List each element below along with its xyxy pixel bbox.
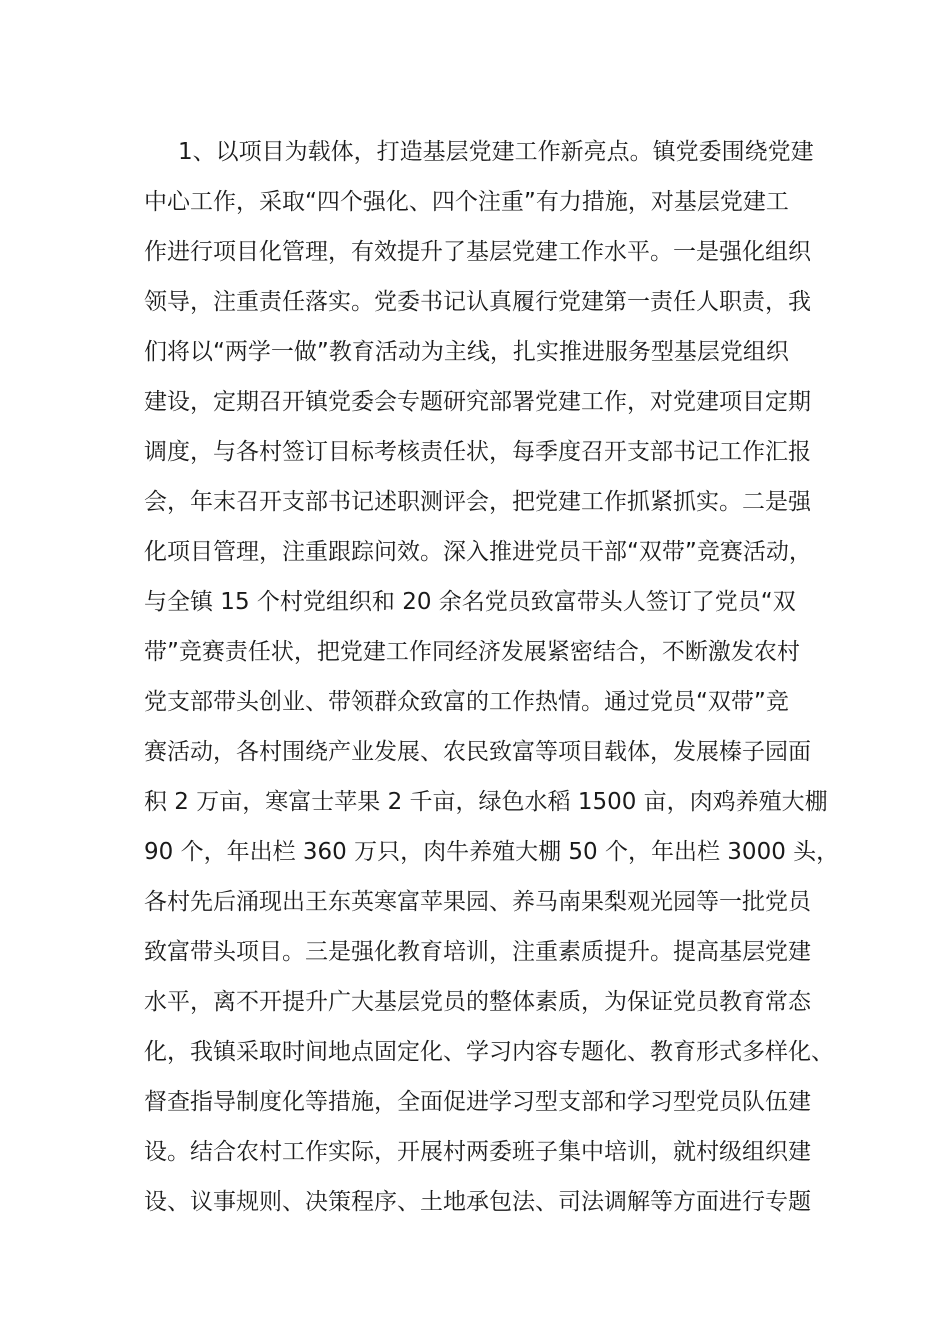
text-line: 督查指导制度化等措施，全面促进学习型支部和学习型党员队伍建 — [144, 1089, 811, 1115]
text-line: 90 个，年出栏 360 万只，肉牛养殖大棚 50 个，年出栏 3000 头， — [144, 839, 840, 865]
text-line: 与全镇 15 个村党组织和 20 余名党员致富带头人签订了党员“双 — [144, 589, 796, 615]
text-line: 调度，与各村签订目标考核责任状，每季度召开支部书记工作汇报 — [144, 439, 811, 465]
text-line: 会，年末召开支部书记述职测评会，把党建工作抓紧抓实。二是强 — [144, 489, 811, 515]
text-line: 赛活动，各村围绕产业发展、农民致富等项目载体，发展榛子园面 — [144, 739, 811, 765]
text-line: 各村先后涌现出王东英寒富苹果园、养马南果梨观光园等一批党员 — [144, 889, 811, 915]
text-line: 建设，定期召开镇党委会专题研究部署党建工作，对党建项目定期 — [144, 389, 811, 415]
text-line: 党支部带头创业、带领群众致富的工作热情。通过党员“双带”竞 — [144, 689, 789, 715]
text-line: 化项目管理，注重跟踪问效。深入推进党员干部“双带”竞赛活动， — [144, 539, 812, 565]
text-line: 1、以项目为载体，打造基层党建工作新亮点。镇党委围绕党建 — [178, 139, 814, 165]
text-line: 积 2 万亩，寒富士苹果 2 千亩，绿色水稻 1500 亩，肉鸡养殖大棚 — [144, 789, 828, 815]
text-line: 领导，注重责任落实。党委书记认真履行党建第一责任人职责，我 — [144, 289, 811, 315]
text-line: 中心工作，采取“四个强化、四个注重”有力措施，对基层党建工 — [144, 189, 789, 215]
text-line: 带”竞赛责任状，把党建工作同经济发展紧密结合，不断激发农村 — [144, 639, 800, 665]
text-line: 设。结合农村工作实际，开展村两委班子集中培训，就村级组织建 — [144, 1139, 811, 1165]
text-line: 化，我镇采取时间地点固定化、学习内容专题化、教育形式多样化、 — [144, 1039, 834, 1065]
text-line: 们将以“两学一做”教育活动为主线，扎实推进服务型基层党组织 — [144, 339, 789, 365]
text-line: 水平，离不开提升广大基层党员的整体素质，为保证党员教育常态 — [144, 989, 811, 1015]
text-line: 作进行项目化管理，有效提升了基层党建工作水平。一是强化组织 — [144, 239, 811, 265]
text-line: 致富带头项目。三是强化教育培训，注重素质提升。提高基层党建 — [144, 939, 811, 965]
body-paragraph — [144, 130, 840, 1230]
text-line: 设、议事规则、决策程序、土地承包法、司法调解等方面进行专题 — [144, 1189, 811, 1215]
